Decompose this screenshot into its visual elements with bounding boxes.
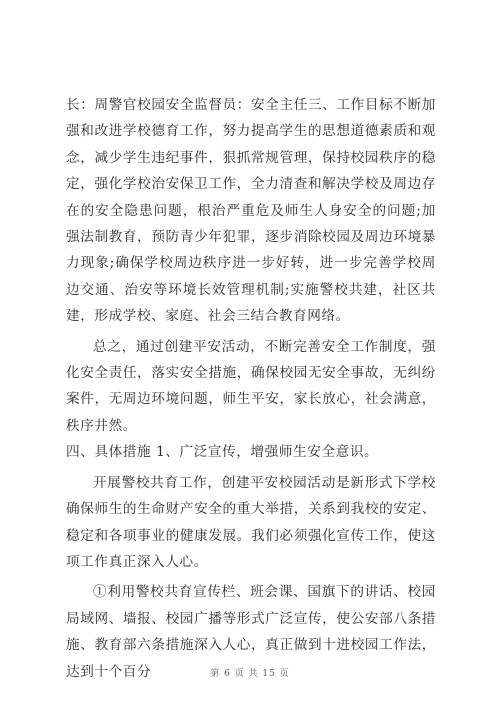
page-number-footer: 第 6 页 共 15 页 [210, 669, 290, 679]
paragraph-1: 长：周警官校园安全监督员：安全主任三、工作目标不断加强和改进学校德育工作，努力提高学生的思想道德素质和观念，减少学生违纪事件，狠抓常规管理，保持校园秩序的稳定，强化学校治安保卫工作，全力清查和解决学校及周边存在的安全隐患问题，根治严重危及师生人身安全的问题;加强法制教育，预防青少年犯罪，逐步消除校园及周边环境暴力现象;确保学校周边秩序进一步好转，进一步完善学校周边交通、治安等环境长效管理机制;实施警校共建，社区共建，形成学校、家庭、社会三结合教育网络。 [66, 97, 436, 325]
document-body [66, 92, 436, 685]
paragraph-3: 开展警校共育工作，创建平安校园活动是新形式下学校确保师生的生命财产安全的重大举措，关系到我校的安定、稳定和各项事业的健康发展。我们必须强化宣传工作，使这项工作真正深入人心。 [66, 474, 436, 570]
paragraph-2: 总之，通过创建平安活动，不断完善安全工作制度，强化安全责任，落实安全措施，确保校园无安全事故，无纠纷案件，无周边环境问题，师生平安，家长放心，社会满意，秩序井然。 [66, 338, 436, 434]
paragraph-4: ①利用警校共育宣传栏、班会课、国旗下的讲话、校园局域网、墙报、校园广播等形式广泛宣传，使公安部八条措施、教育部六条措施深入人心，真正做到十进校园工作法，达到十个百分 [66, 584, 436, 680]
section-heading: 四、具体措施 1、广泛宣传，增强师生安全意识。 [66, 444, 379, 461]
